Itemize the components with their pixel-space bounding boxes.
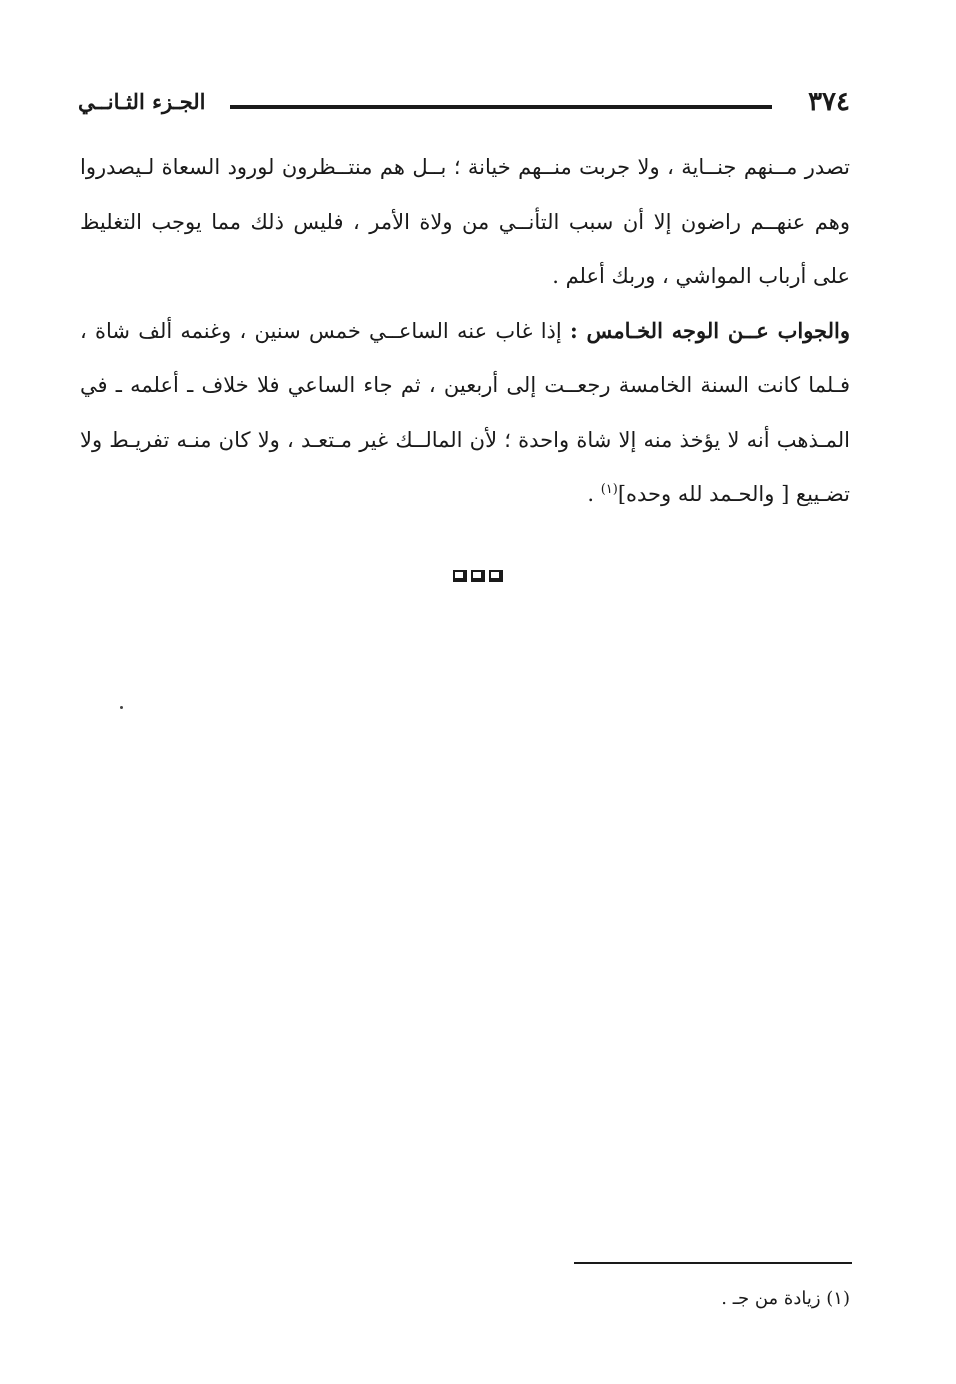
- page-header: [78, 82, 850, 122]
- footnote-rule: [574, 1262, 852, 1264]
- ornament-square-icon: [471, 570, 485, 582]
- paragraph-end: .: [587, 482, 601, 506]
- running-title: الجـزء الثـانــي: [78, 89, 206, 114]
- body-text: [80, 140, 850, 522]
- paragraph-text: تصدر مــنهم جنــاية ، ولا جربت منــهم خيانة ؛ بــل هم منتــظرون لورود السعاة لـيصدروا وهم عنهــم راضون إلا أن سبب التأنــي من ولاة الأمر ، فليس ذلك مما يوجب التغليظ على أرباب المواشي ، وربك أعلم .: [80, 155, 850, 288]
- scan-speck: [120, 706, 123, 709]
- paragraph: [80, 304, 850, 522]
- footnote: (١) زيادة من جـ .: [721, 1288, 850, 1309]
- ornament-square-icon: [489, 570, 503, 582]
- paragraph-lead: والجواب عــن الوجه الخـامس :: [569, 317, 850, 343]
- paragraph: [80, 140, 850, 304]
- ornament-square-icon: [453, 570, 467, 582]
- footnote-reference: (١): [600, 482, 618, 497]
- page-number: ٣٧٤: [808, 87, 850, 117]
- section-ornament: [0, 570, 956, 590]
- paragraph-text: إذا غاب عنه الساعــي خمس سنين ، وغنمه ألف شاة ، فـلما كانت السنة الخامسة رجعــت إلى أربعين ، ثم جاء الساعي فلا خلاف ـ أعلمه ـ في المـذهب أنه لا يؤخذ منه إلا شاة واحدة ؛ لأن المالــك غير مـتعـد ، ولا كان منـه تفريـط ولا تضـييع [ والحـمد لله وحده]: [80, 318, 850, 506]
- header-rule: [230, 105, 772, 109]
